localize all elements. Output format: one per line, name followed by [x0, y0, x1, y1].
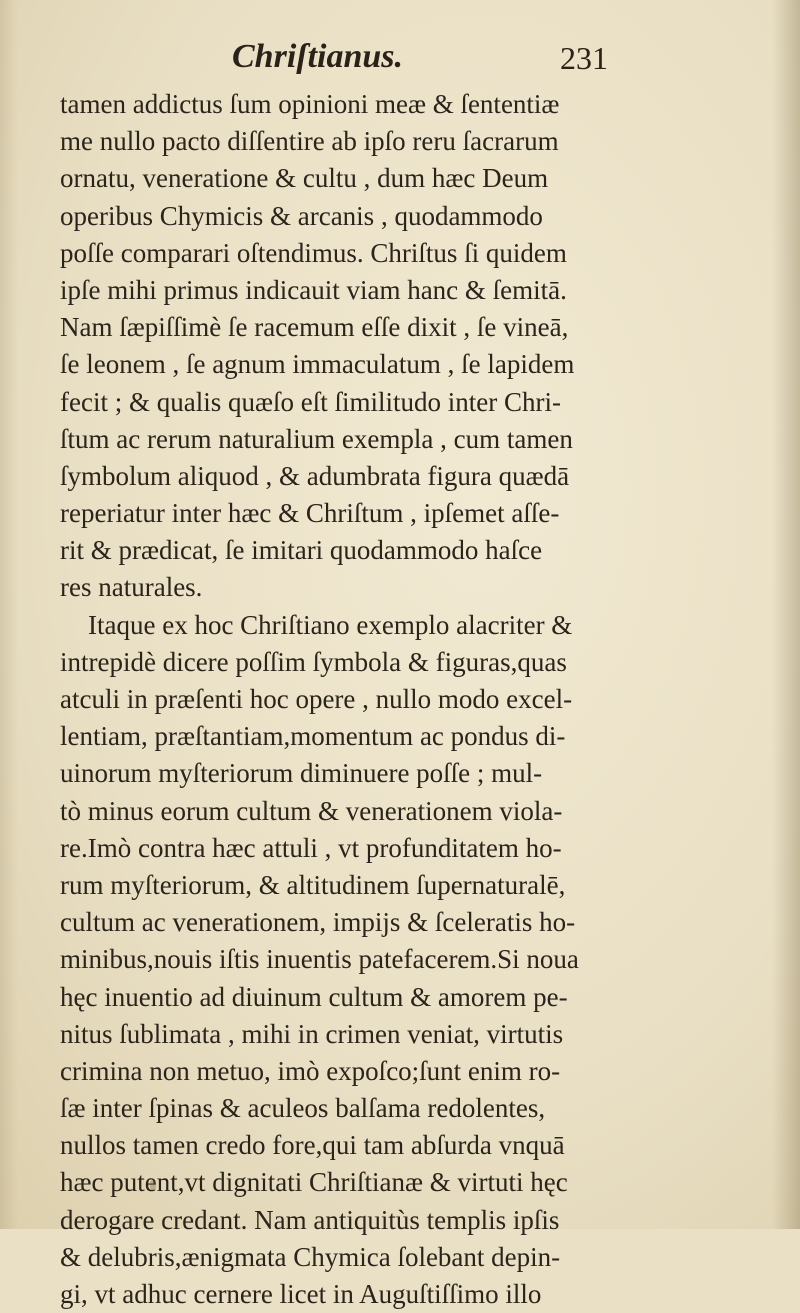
running-title: Chriſtianus. — [232, 38, 404, 75]
page-edge-shadow-left — [0, 0, 18, 1229]
running-head — [0, 38, 800, 82]
text-line: ſæ inter ſpinas & aculeos balſama redolentes, — [60, 1093, 546, 1124]
text-line: gi, vt adhuc cernere licet in Auguſtiſſimo illo — [60, 1279, 542, 1309]
text-line: me nullo pacto diſſentire ab ipſo reru ſacrarum — [60, 126, 559, 157]
text-line: fecit ; & qualis quæſo eſt ſimilitudo inter Chri- — [60, 386, 561, 417]
text-line: re.Imò contra hæc attuli , vt profunditatem ho- — [60, 832, 562, 863]
text-line: operibus Chymicis & arcanis , quodammodo — [60, 200, 543, 231]
text-line: ipſe mihi primus indicauit viam hanc & ſemitā. — [60, 274, 567, 305]
page-number: 231 — [560, 40, 608, 76]
text-line: res naturales. — [60, 572, 203, 603]
text-line: tamen addictus ſum opinioni meæ & ſententiæ — [60, 89, 560, 119]
text-line: rum myſteriorum, & altitudinem ſupernaturalē, — [60, 869, 566, 900]
text-line: uinorum myſteriorum diminuere poſſe ; mul- — [60, 758, 543, 789]
text-line: cultum ac venerationem, impijs & ſceleratis ho- — [60, 907, 576, 938]
text-line: reperiatur inter hæc & Chriſtum , ipſemet aſſe- — [60, 498, 560, 529]
text-line: derogare credant. Nam antiquitùs templis ipſis — [60, 1204, 560, 1235]
text-line: crimina non metuo, imò expoſco;ſunt enim ro- — [60, 1055, 561, 1086]
text-line: atculi in præſenti hoc opere , nullo modo excel- — [60, 684, 573, 714]
body-text — [60, 86, 750, 1313]
paragraph-start-line: Itaque ex hoc Chriſtiano exemplo alacriter & — [88, 609, 573, 640]
ink-speck — [150, 1180, 156, 1190]
text-line: nullos tamen credo fore,qui tam abſurda vnquā — [60, 1130, 565, 1161]
text-line: & delubris,ænigmata Chymica ſolebant depin- — [60, 1241, 561, 1272]
text-line: minibus,nouis iſtis inuentis patefacerem.Si noua — [60, 944, 579, 975]
text-line: poſſe comparari oſtendimus. Chriſtus ſi quidem — [60, 237, 567, 268]
text-line: lentiam, præſtantiam,momentum ac pondus di- — [60, 721, 566, 752]
text-line: ſymbolum aliquod , & adumbrata figura quædā — [60, 460, 570, 491]
text-line: ſe leonem , ſe agnum immaculatum , ſe lapidem — [60, 349, 575, 380]
text-line: intrepidè dicere poſſim ſymbola & figuras,quas — [60, 646, 567, 677]
text-line: rit & prædicat, ſe imitari quodammodo haſce — [60, 535, 543, 566]
text-line: ſtum ac rerum naturalium exempla , cum tamen — [60, 423, 573, 454]
text-line: nitus ſublimata , mihi in crimen veniat, virtutis — [60, 1018, 564, 1049]
text-line: hæc putent,vt dignitati Chriſtianæ & virtuti hęc — [60, 1167, 568, 1198]
text-line: tò minus eorum cultum & venerationem viola- — [60, 795, 563, 826]
page-edge-shadow-right — [772, 0, 800, 1229]
text-line: Nam ſæpiſſimè ſe racemum eſſe dixit , ſe vineā, — [60, 312, 569, 343]
text-line: ornatu, veneratione & cultu , dum hæc Deum — [60, 163, 549, 194]
text-line: hęc inuentio ad diuinum cultum & amorem pe- — [60, 981, 568, 1012]
